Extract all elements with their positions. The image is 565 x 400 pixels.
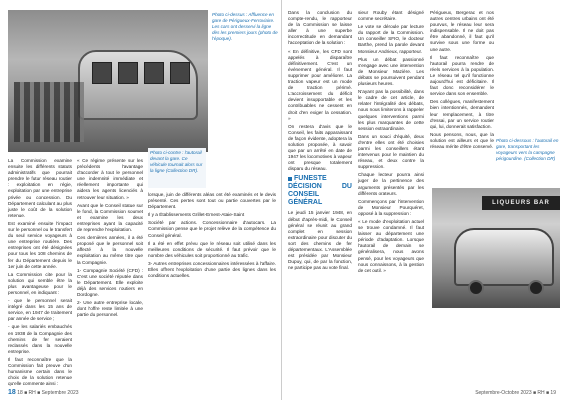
footer-label: Septembre-Octobre 2023 ■ RH ■ 19 bbox=[475, 390, 556, 396]
paragraph: Commençons par l'intervention de Monsieur Pourquéret, opposé à la suppression : bbox=[358, 198, 424, 216]
paragraph: Le jeudi 15 janvier 1948, en début d'après-midi, le Conseil général se réunit au grand complet en session extraordinaire pour discuter du sort des chemins de fer départementaux. L'Assemblée est présidée par Monsieur Dupuy, qui, de par la fonction, ne participe pas au vote final. bbox=[288, 210, 352, 271]
paragraph: La Commission examine ensuite les différents statuts administratifs que pourrait prendre le futur réseau routier : exploitation en régie, exploitation par une entreprise privée ou concession. Du Département calculant au plus juste le coût de la solution retenue. bbox=[8, 158, 72, 218]
wheel bbox=[528, 280, 544, 296]
photo-caption-top: Photo ci-dessus : Affluence en gare de Périgueux-Ferroviaire. Les cars ont desservi la ligne dès les premiers jours (photo de l'époque). bbox=[212, 12, 278, 41]
crowd bbox=[14, 82, 84, 142]
autorail-vehicle bbox=[78, 50, 198, 120]
page-footer bbox=[8, 389, 79, 396]
photo-caption-mid: Photo ci-contre : l'autorail devant la gare. Ce véhicule tournait alors sur la ligne (Collection DR). bbox=[148, 148, 206, 188]
paragraph: 3- Autres entreprises concessionnaires intéressées à l'affaire. Elles offrent l'exploitation d'une partie des lignes dans les conditions actuelles. bbox=[148, 260, 276, 279]
section-heading-text: FUNESTE DÉCISION DU CONSEIL GÉNÉRAL bbox=[288, 175, 352, 207]
paragraph: Plus un débat passionné s'engage avec une intervention de Monsieur Mazière. Les débats se poursuivent pendant plusieurs heures. bbox=[358, 56, 424, 87]
paragraph: « En définitive, les CFD sont appelés à disparaître définitivement. C'est un événement général. Il faut supprimer pour améliorer. La traction vapeur est un mode de traction périmé. L'accroissement du déficit devient insupportable et les contribuables ne cessent en droit d'en exiger la cessation. » bbox=[288, 48, 352, 121]
article-column-1 bbox=[288, 10, 352, 273]
vehicle-window bbox=[118, 62, 138, 84]
paragraph: 1- Compagnie Société (CFD) : C'est une société réputée dans le Département. Elle exploite déjà des services routiers en Dordogne. bbox=[77, 267, 143, 297]
vehicle-window bbox=[144, 62, 164, 84]
paragraph: Il y a Établissements Grillet-Ernest-Ataie-Saint bbox=[148, 212, 245, 218]
right-page bbox=[282, 0, 564, 400]
paragraph: On restera d'avis que le Conseil, les faits apparaissant de façon évidente, adoptera la solution proposée, à savoir que par un arrêté en date de 1947 les locomotives à vapeur ont presque totalement disparu du réseau. bbox=[288, 123, 352, 172]
paragraph: Il faut reconnaître que la Commission fait preuve d'un humanisme certain dans le choix de la solution retenue qu'elle commente ainsi : bbox=[8, 356, 72, 387]
paragraph: - que les salariés embauchés en 1938 de la Compagnie des chemins de fer seraient reclassés dans la nouvelle entreprise. bbox=[8, 324, 72, 354]
article-column-3 bbox=[148, 192, 276, 281]
heading-marker-icon bbox=[288, 177, 292, 181]
paragraph: Est examiné ensuite l'impact sur le personnel ou le transfert du seul service voyageurs à une entreprise routière. Des entreprises ont été désignées pour tous les 108 chemins de fer du Département depuis le 1er juin de cette année. bbox=[8, 220, 72, 269]
paragraph: Dans la conclusion du compte-rendu, le rapporteur de la Commission se laisse aller à une superbe incorrectitude en demandant l'acceptation de la solution : bbox=[288, 10, 352, 46]
paragraph: La Commission cite pour la solution qui semble être la plus avantageuse pour le personnel, en indiquant : bbox=[8, 271, 72, 295]
paragraph: Nous pensons, nous, que la solution est ailleurs et que le réseau mérite d'être conservé. bbox=[430, 131, 494, 149]
wheel bbox=[468, 280, 484, 296]
paragraph: Le vote se déroule par lecture du rapport de la Commission. Un conseiller SFIO, le docteur Barthe, prend la parole devant Monsieur Andrieux, rapporteur. bbox=[358, 24, 424, 54]
article-column-2 bbox=[77, 158, 143, 320]
paragraph: 2- Une autre entreprise locale, dont l'offre reste limitée à une partie du personnel. bbox=[77, 300, 143, 318]
vehicle-window bbox=[92, 62, 112, 84]
paragraph: sieur Rouby étant désigné comme secrétaire. bbox=[358, 10, 424, 22]
paragraph: Chaque lecteur pourra ainsi juger de la pertinence des arguments présentés par les différents orateurs. bbox=[358, 172, 424, 196]
paragraph: Des collègues, manifestement bien intentionnés, demandent leur remplacement, à titre d'essai, par un service routier qui, lui, donnerait satisfaction. bbox=[430, 99, 494, 129]
autorail-vehicle bbox=[454, 228, 554, 286]
vehicle-window bbox=[170, 62, 190, 84]
photo-autorail-station bbox=[432, 188, 560, 308]
paragraph: Société par actions. Concessionnaire d'autocars. La Commission pense que le projet relève de la compétence du Conseil général. bbox=[148, 220, 276, 238]
section-heading bbox=[288, 175, 352, 207]
photo-autorail-crowd bbox=[8, 10, 208, 152]
page-footer bbox=[475, 390, 556, 396]
paragraph: Il a été en effet prévu que le réseau soit utilisé dans les meilleures conditions de sécurité. Il faut prévoir que le nombre des véhicules soit proportionné au trafic. bbox=[148, 240, 276, 258]
page-number: 18 bbox=[8, 389, 16, 396]
article-column-3 bbox=[430, 10, 494, 152]
article-column-2 bbox=[358, 10, 424, 276]
pull-quote: « Le mode d'exploitation actuel se trouve condamné. Il faut laisser au département une période d'adaptation. Lorsque l'autorail de demain se généralisera, nous avons pensé, pour les voyageurs que nous connaissons, à la gestion de cet outil. » bbox=[358, 219, 424, 273]
article-column-1 bbox=[8, 158, 72, 389]
paragraph: N'ayant pas la possibilité, dans le cadre de cet article, de relater l'intégralité des débats, nous nous limiterons à rappeler quelques interventions parmi les plus marquantes de cette session extraordinaire. bbox=[358, 89, 424, 131]
paragraph: Ces dernières années, il a été proposé que le personnel soit affecté à la nouvelle exploitation au même titre que la Compagnie. bbox=[77, 235, 143, 265]
paragraph: - que le personnel serait intégré dans les 15 ans de service, en 1947 de traitement par année de service ; bbox=[8, 298, 72, 322]
paragraph: Périgueux, Bergerac et nos autres centres urbains ont été pourvus, le réseau leur sera indispensable. Il ne doit pas être abandonné, il faut qu'il survive sous une forme ou une autre. bbox=[430, 10, 494, 52]
footer-label: 18 ■ RH ■ Septembre 2023 bbox=[17, 390, 79, 396]
paragraph: lorsque, juin de différents aléas ont été examinés et le devis présenté. Ces pertes sont tout ou partie couvertes par le Département. bbox=[148, 192, 276, 210]
photo-caption: Photo ci-dessous : l'autorail en gare, transportant les voyageurs vers la campagne périgourdine. (Collection DR) bbox=[496, 138, 559, 161]
paragraph: Avant que le Conseil statue sur le fond, la Commission soumet et examine les deux entreprises ayant la capacité de reprendre l'exploitation. bbox=[77, 202, 143, 233]
paragraph: Dans un souci d'équité, deux d'entre elles ont été choisies parmi les conseillers étant intervenus pour le maintien du réseau, et deux contre la suppression. bbox=[358, 133, 424, 170]
paragraph: Il faut reconnaître que l'autorail pourra rendre de réels services à la population. Le réseau tel qu'il fonctionne aujourd'hui est déficitaire. Il faut donc reconsidérer le service dans son ensemble. bbox=[430, 54, 494, 97]
paragraph: « Ce régime présente sur les précédents l'avantage d'accorder à tout le personnel une indemnité immédiate et réellement importante qui aidera les agents licenciés à retrouver leur situation. » bbox=[77, 158, 143, 200]
bar-sign: LIQUEURS BAR bbox=[482, 196, 560, 210]
left-page bbox=[0, 0, 282, 400]
